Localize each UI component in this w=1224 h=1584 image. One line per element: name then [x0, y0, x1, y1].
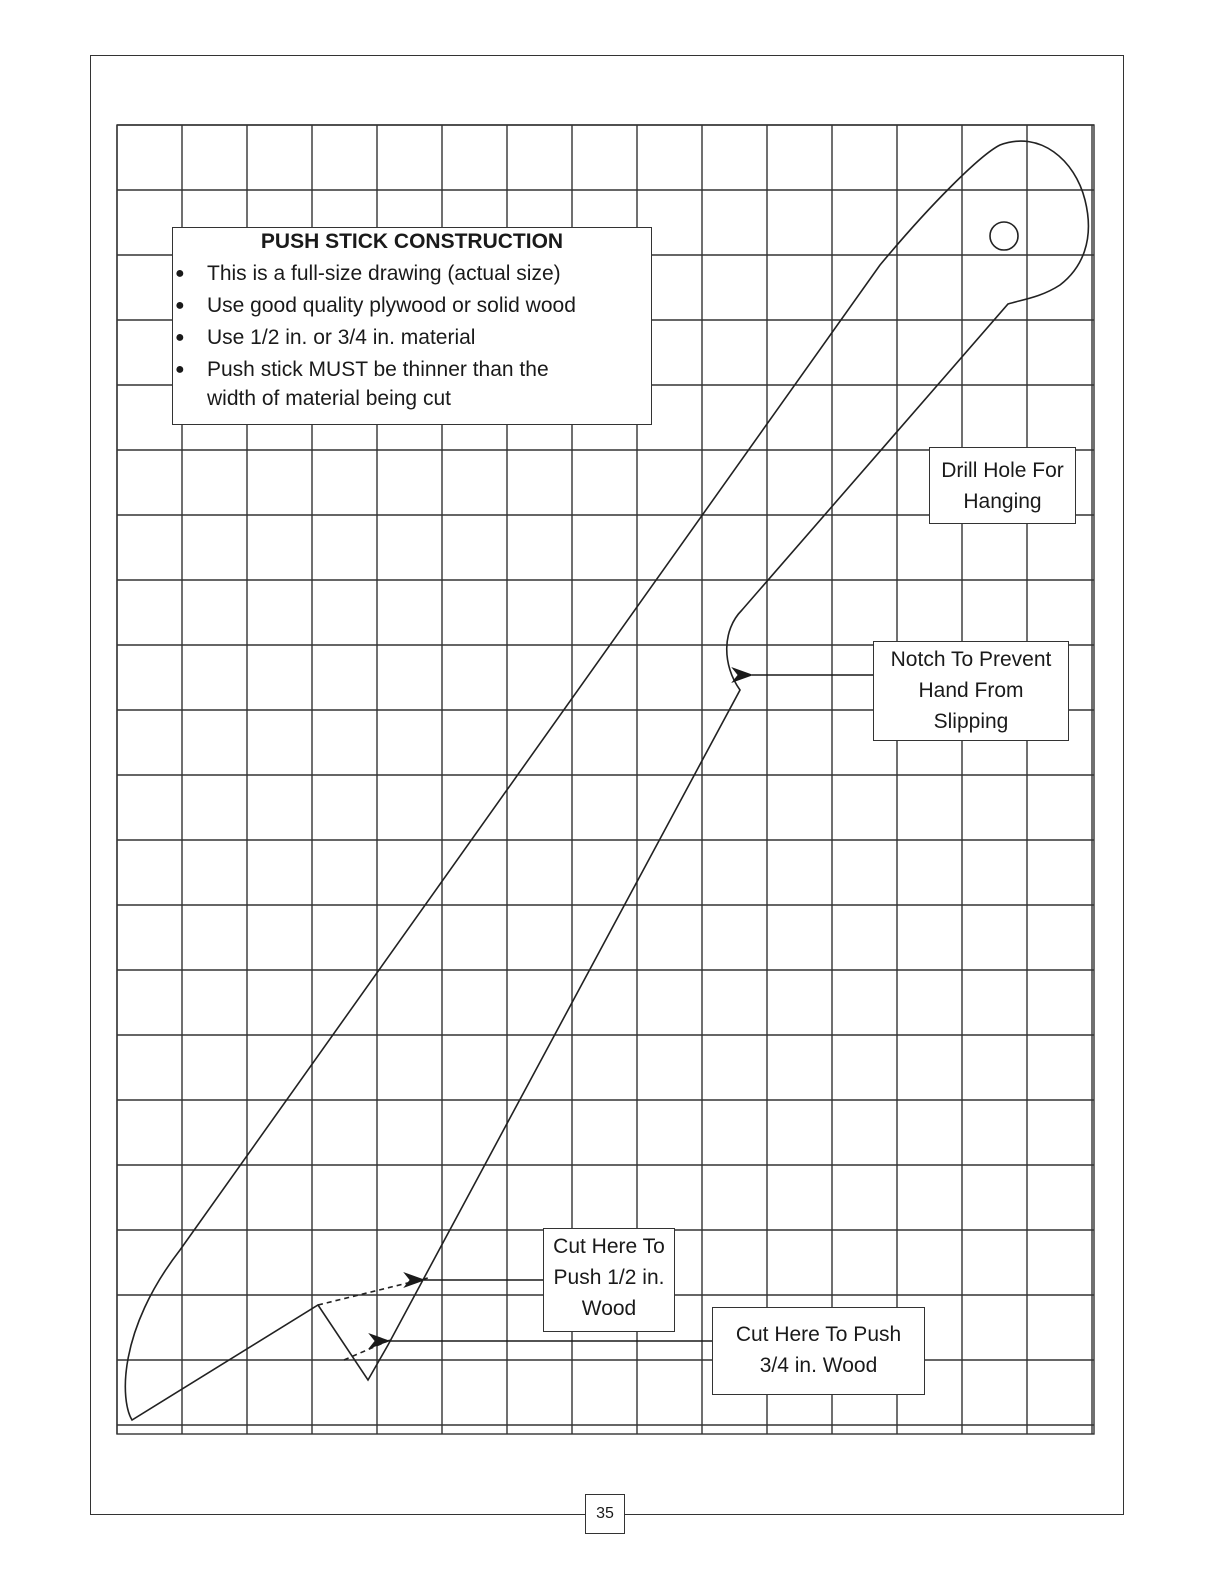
cut-line-three-quarter-inch: [344, 1340, 390, 1360]
list-item: ● Use 1/2 in. or 3/4 in. material: [173, 322, 651, 354]
callout-line: Push 1/2 in.: [553, 1266, 665, 1289]
callout-line: Cut Here To Push: [735, 1323, 902, 1346]
callout-line: Wood: [581, 1297, 637, 1320]
bullet-icon: ●: [175, 265, 185, 282]
bullet-icon: ●: [175, 329, 185, 346]
callout-line: Cut Here To: [553, 1235, 665, 1258]
callout-line: Hanging: [963, 490, 1042, 513]
info-list: [173, 258, 651, 414]
cut-three-quarter-inch-callout: [712, 1307, 925, 1395]
callout-line: 3/4 in. Wood: [759, 1354, 878, 1377]
page-number: 35: [585, 1494, 625, 1534]
bullet-icon: ●: [175, 361, 185, 378]
list-item-continuation: width of material being cut: [207, 387, 451, 410]
info-title: PUSH STICK CONSTRUCTION: [260, 230, 564, 253]
list-item: ● Use good quality plywood or solid wood: [173, 290, 651, 322]
list-item: ● Push stick MUST be thinner than the: [173, 354, 651, 386]
bullet-icon: ●: [175, 297, 185, 314]
callout-line: Hand From: [918, 679, 1024, 702]
notch-callout: [873, 641, 1069, 741]
callout-line: Notch To Prevent: [890, 648, 1052, 671]
cut-half-inch-callout: [543, 1228, 675, 1332]
callout-line: Slipping: [933, 710, 1009, 733]
list-item: ● This is a full-size drawing (actual size): [173, 258, 651, 290]
callout-line: Drill Hole For: [941, 459, 1064, 482]
construction-info-box: [172, 227, 652, 425]
hanging-hole: [990, 222, 1018, 250]
drill-hole-callout: [929, 447, 1076, 524]
